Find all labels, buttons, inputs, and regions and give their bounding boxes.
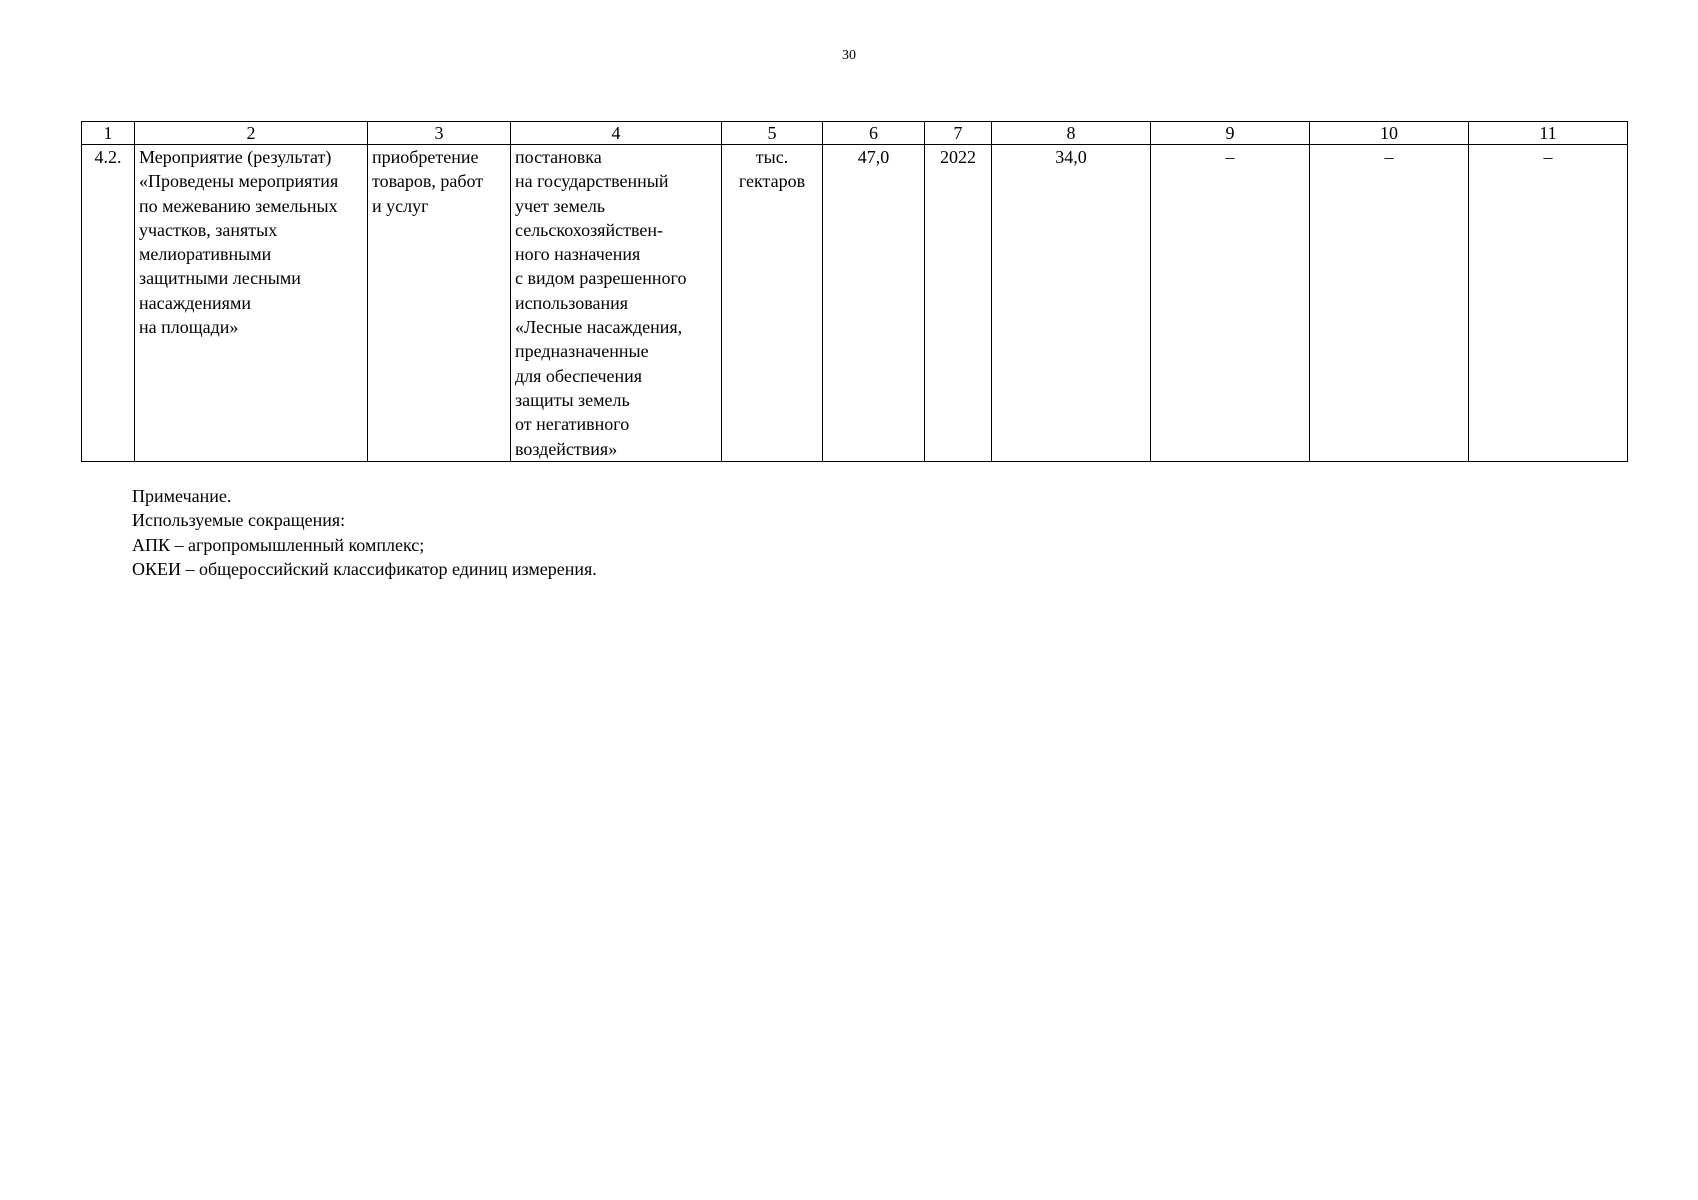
column-header: 2 [135, 122, 368, 145]
column-header: 7 [925, 122, 992, 145]
value-cell-col10: – [1310, 145, 1469, 462]
table-row [82, 145, 1628, 462]
value-cell-col8: 34,0 [992, 145, 1151, 462]
column-header: 10 [1310, 122, 1469, 145]
year-cell: 2022 [925, 145, 992, 462]
notes-title: Примечание. [132, 486, 232, 506]
base-value-cell: 47,0 [823, 145, 925, 462]
column-header: 6 [823, 122, 925, 145]
column-header: 1 [82, 122, 135, 145]
value-cell-col11: – [1469, 145, 1628, 462]
column-header: 4 [511, 122, 722, 145]
column-header: 9 [1151, 122, 1310, 145]
unit-cell: тыс. гектаров [722, 145, 823, 462]
abbreviation-item: ОКЕИ – общероссийский классификатор единиц измерения. [132, 558, 597, 579]
table-header-row [82, 122, 1628, 145]
row-number-cell: 4.2. [82, 145, 135, 462]
notes-section [132, 484, 597, 581]
notes-intro: Используемые сокращения: [132, 510, 346, 531]
abbreviation-item: АПК – агропромышленный комплекс; [132, 534, 425, 555]
activity-name-cell: Мероприятие (результат) «Проведены мероприятия по межеванию земельных участков, занятых мелиоративными защитными лесными насаждениями на площади» [135, 145, 368, 462]
column-header: 8 [992, 122, 1151, 145]
page-number: 30 [842, 48, 856, 63]
column-header: 11 [1469, 122, 1628, 145]
column-header: 3 [368, 122, 511, 145]
value-cell-col9: – [1151, 145, 1310, 462]
activity-type-cell: приобретение товаров, работ и услуг [368, 145, 511, 462]
description-cell: постановка на государственный учет земель сельскохозяйствен- ного назначения с видом разрешенного использования «Лесные насаждения, предназначенные для обеспечения защиты земель от негативного воздействия» [511, 145, 722, 462]
data-table [81, 121, 1628, 462]
column-header: 5 [722, 122, 823, 145]
